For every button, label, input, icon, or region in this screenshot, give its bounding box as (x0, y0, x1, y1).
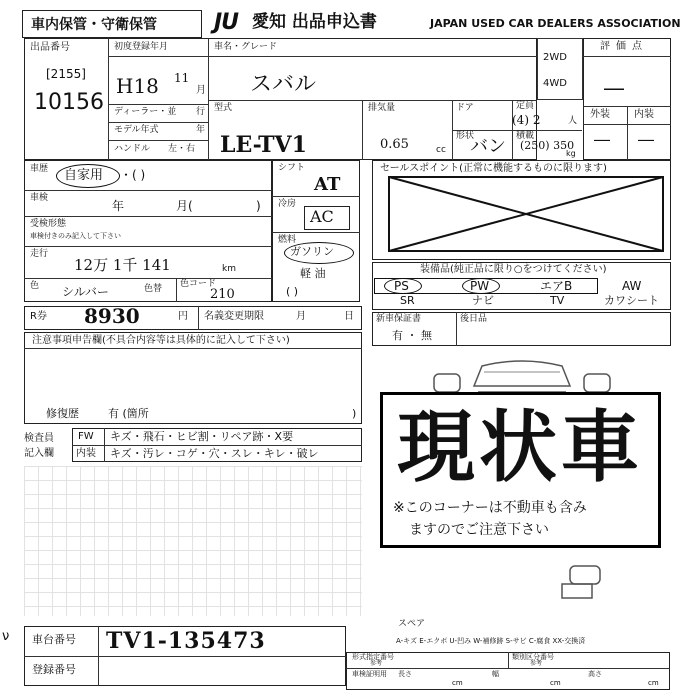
interior-check-items: キズ・汚レ・コゲ・穴・スレ・キレ・破レ (110, 447, 319, 460)
load-unit: kg (566, 149, 576, 158)
repair-close: ) (352, 407, 357, 420)
inspector-label-2: 記入欄 (24, 448, 54, 459)
inspection-label: 車検 (30, 193, 49, 203)
chassis-label: 車台番号 (32, 633, 76, 646)
fw-label: FW (78, 431, 94, 442)
notes-grid-area (24, 466, 362, 616)
model-year-label: モデル年式 (114, 125, 159, 135)
registration-number-label: 登録番号 (32, 663, 76, 676)
lot-label: 出品番号 (30, 42, 70, 53)
capacity-label: 定員 (516, 101, 535, 111)
model-value: LE-TV1 (220, 132, 307, 158)
recycle-label: R券 (30, 311, 47, 322)
ac-value: AC (310, 207, 334, 226)
brand-logo: JU (214, 10, 239, 35)
height-unit: cm (648, 679, 659, 687)
equipment-airbag: エアB (540, 279, 573, 293)
inspection-form-note: 車検付きのみ記入して下さい (30, 232, 121, 240)
history-paren: ・( ) (120, 168, 146, 182)
inspection-year: 年 (112, 199, 125, 213)
load-label: 積載 (516, 131, 535, 141)
evaluation-label: 評価点 (600, 41, 648, 52)
fw-items: キズ・飛石・ヒビ割・リペア跡・X要 (110, 430, 294, 443)
exterior-value: ― (594, 130, 610, 149)
shift-value: AT (314, 174, 341, 195)
dealer-label: ディーラー・並 (114, 107, 177, 117)
color-swatch-label: 色替 (144, 284, 163, 294)
height-label: 高さ (588, 670, 602, 678)
inspector-label-1: 検査員 (24, 433, 54, 444)
equipment-ps: PS (394, 279, 409, 293)
form-number-label: 形式指定番号 (352, 653, 394, 661)
form-title: 愛知 出品申込書 (252, 12, 377, 32)
equipment-tv: TV (550, 294, 565, 307)
displacement-unit: cc (436, 145, 446, 155)
shift-label: シフト (278, 163, 306, 173)
equipment-seat: カワシート (604, 294, 659, 307)
evaluation-value: ― (604, 76, 624, 100)
lot-number: 10156 (34, 90, 104, 115)
association-name: JAPAN USED CAR DEALERS ASSOCIATION (430, 17, 681, 30)
month-unit: 月 (196, 85, 206, 96)
ac-label: 冷房 (278, 199, 297, 209)
color-code-value: 210 (210, 287, 235, 302)
displacement-label: 排気量 (368, 103, 396, 113)
recycle-unit: 円 (178, 311, 188, 322)
equipment-grid (374, 278, 669, 308)
repair-value: 有 (箇所 (108, 407, 149, 420)
door-label: ドア (456, 103, 474, 113)
drive-2wd: 2WD (543, 52, 567, 63)
damage-legend: A-キズ E-エクボ U-凹み W-補修跡 S-サビ C-腐食 XX-交換済 (396, 637, 586, 645)
fuel-value: ガソリン (290, 245, 334, 258)
cert-label: 車検証明用 (352, 670, 387, 678)
displacement-value: 0.65 (380, 137, 409, 152)
recycle-value: 8930 (84, 304, 140, 328)
length-label: 長さ (398, 670, 412, 678)
expiry-label: 名義変更期限 (204, 311, 264, 322)
first-reg-value: H18 (116, 74, 159, 98)
equipment-navi: ナビ (472, 294, 494, 307)
repair-label: 修復歴 (46, 407, 79, 420)
shape-value: バン (470, 136, 506, 157)
first-reg-label: 初度登録年月 (114, 42, 169, 52)
interior-label: 内装 (634, 109, 654, 120)
warranty-label: 新車保証書 (376, 314, 422, 324)
color-value: シルバー (62, 285, 109, 299)
stamp-note-line2: ますのでご注意下さい (409, 522, 549, 538)
margin-mark: ν (2, 629, 10, 644)
equipment-sr: SR (400, 294, 415, 307)
chassis-value: TV1-135473 (106, 628, 266, 654)
lot-sub-number: [2155] (46, 67, 86, 81)
length-unit: cm (452, 679, 463, 687)
spare-label: スペア (398, 619, 426, 629)
equipment-ps-circle (384, 278, 422, 294)
equipment-pw: PW (470, 279, 490, 293)
mileage-value: 12万 1千 141 (74, 256, 171, 274)
expiry-day: 日 (344, 311, 354, 322)
equipment-label: 装備品(純正品に限り○をつけてください) (420, 264, 607, 275)
shape-label: 形状 (456, 131, 475, 141)
first-reg-month: 11 (174, 71, 190, 85)
load-value: (250) 350 (520, 139, 575, 152)
stamp-note-line1: ※このコーナーは不動車も含み (393, 500, 587, 516)
sales-point-label: セールスポイント(正常に機能するものに限ります) (380, 163, 607, 174)
as-is-stamp (380, 392, 661, 548)
sales-point-cross-out (388, 176, 664, 252)
inspection-form-label: 受検形態 (30, 219, 67, 229)
history-label: 車歴 (30, 164, 49, 174)
handle-value: 左・右 (168, 144, 196, 154)
color-label: 色 (30, 281, 40, 291)
notes-label: 注意事項申告欄(不具合内容等は具体的に記入して下さい) (32, 335, 290, 346)
width-label: 幅 (492, 670, 499, 678)
capacity-value: (4) 2 (512, 113, 541, 127)
fuel-paren: ( ) (286, 285, 299, 298)
car-name-value: スバル (250, 72, 317, 97)
fuel-alt: 軽 油 (300, 267, 326, 280)
class-number-ref: 参考 (530, 660, 543, 667)
inspection-month: 月( (176, 199, 193, 213)
interior-value: ― (638, 130, 654, 149)
interior-check-label: 内装 (76, 448, 96, 459)
expiry-month: 月 (296, 311, 306, 322)
mileage-label: 走行 (30, 249, 49, 259)
form-number-ref: 参考 (370, 660, 383, 667)
equipment-pw-circle (462, 278, 500, 294)
width-unit: cm (550, 679, 561, 687)
recycle-box (24, 306, 362, 330)
later-items-label: 後日品 (460, 314, 488, 324)
storage-label: 車内保管・守衛保管 (31, 17, 157, 33)
fuel-label: 燃料 (278, 235, 297, 245)
as-is-stamp-text: 現状車 (397, 403, 644, 493)
drive-box (537, 38, 583, 100)
warranty-value: 有 ・ 無 (392, 329, 432, 342)
capacity-unit: 人 (568, 116, 578, 126)
equipment-aw: AW (622, 279, 642, 293)
model-label: 型式 (214, 103, 233, 113)
color-code-label: 色コード (180, 279, 217, 289)
car-name-label: 車名・グレード (214, 42, 278, 52)
inspection-close: ) (256, 199, 261, 213)
exterior-label: 外装 (590, 109, 610, 120)
mileage-unit: km (222, 264, 236, 274)
class-number-label: 類別区分番号 (512, 653, 554, 661)
handle-label: ハンドル (114, 144, 151, 154)
storage-label-box (22, 10, 202, 38)
history-value: 自家用 (64, 168, 104, 183)
model-year-unit: 年 (196, 125, 206, 135)
drive-4wd: 4WD (543, 78, 567, 89)
dealer-unit: 行 (196, 107, 206, 117)
